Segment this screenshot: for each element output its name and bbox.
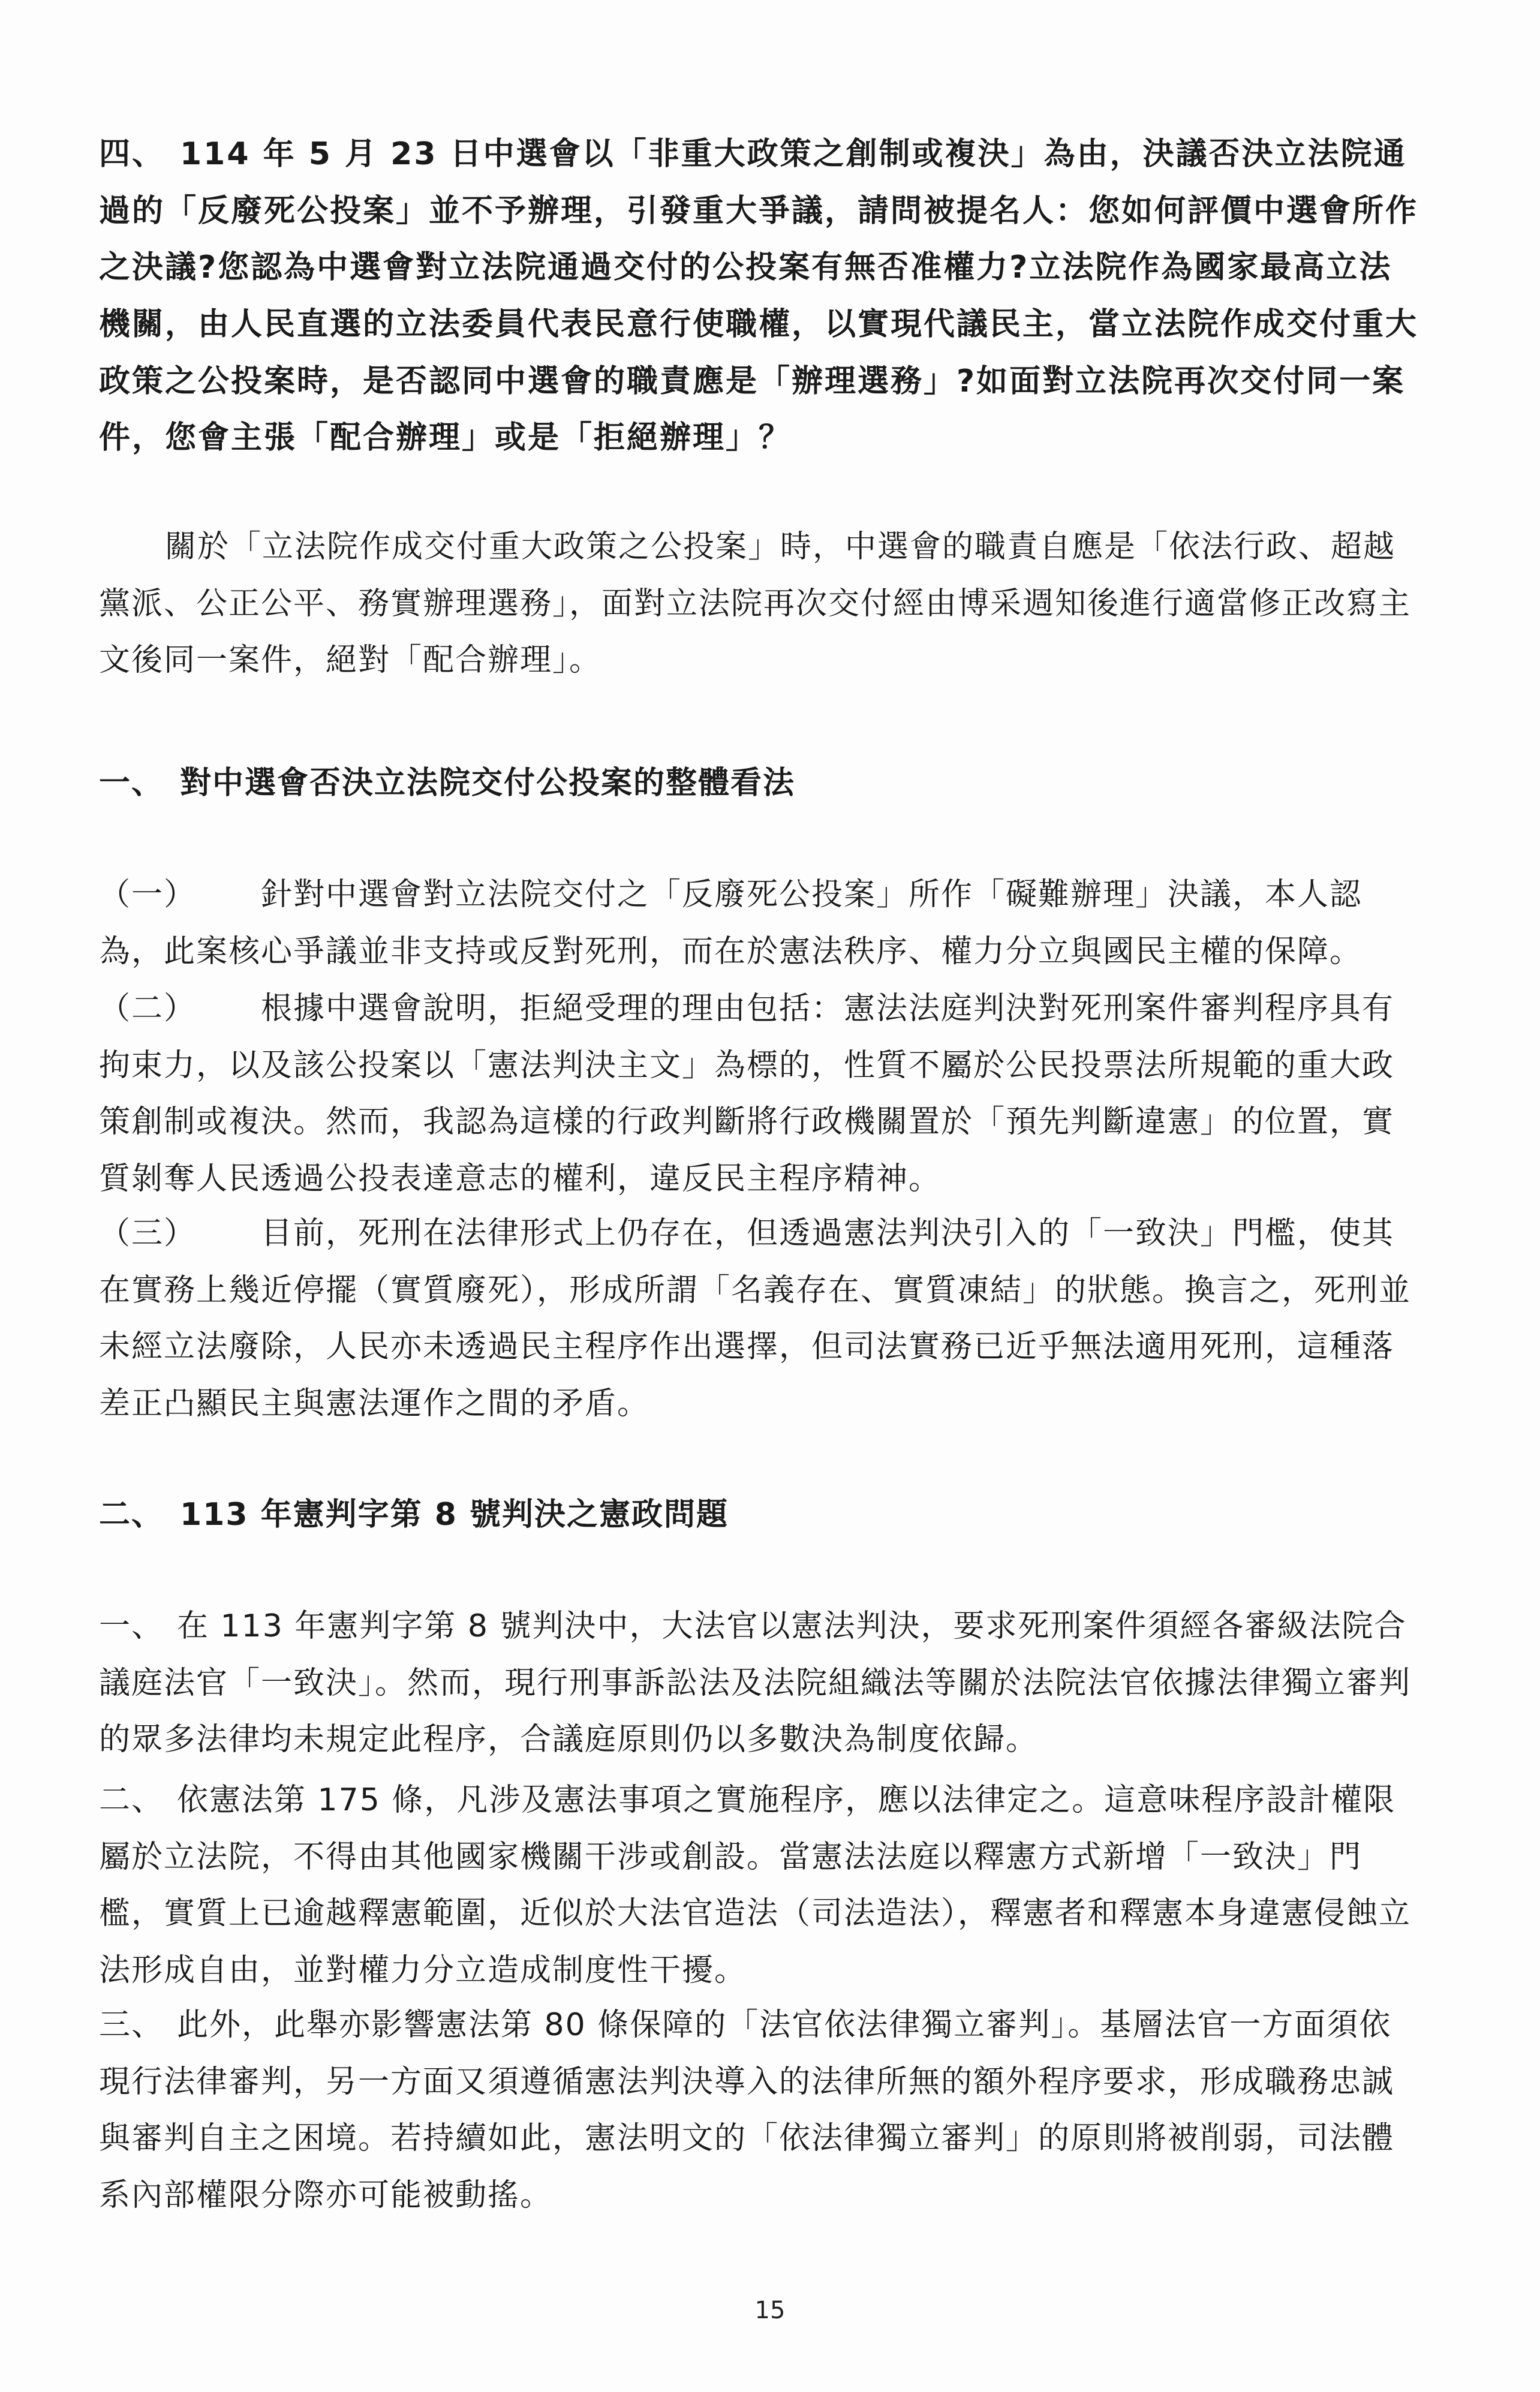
section2-item-3-text: 此外，此舉亦影響憲法第 80 條保障的「法官依法律獨立審判」。基層法官一方面須依現行法律審判，另一方面又須遵循憲法判決導入的法律所無的額外程序要求，形成職務忠誠與審判自主之困境。若持續如此，憲法明文的「依法律獨立審判」的原則將被削弱，司法體系內部權限分際亦可能被動搖。 <box>99 2007 1395 2213</box>
section2-heading-text: 113 年憲判字第 8 號判決之憲政問題 <box>180 1497 729 1533</box>
section2-item-2-label: 二、 <box>99 1782 164 1818</box>
section1-item-3-label: （三） <box>99 1215 197 1251</box>
section2-heading-label: 二、 <box>99 1497 164 1533</box>
section1-item-1-label: （一） <box>99 877 197 913</box>
section2-item-2 <box>99 1772 1418 1999</box>
section1-heading <box>99 759 1418 808</box>
section1-item-1-text: 針對中選會對立法院交付之「反廢死公投案」所作「礙難辦理」決議，本人認為，此案核心爭議並非支持或反對死刑，而在於憲法秩序、權力分立與國民主權的保障。 <box>99 877 1362 970</box>
section2-item-3 <box>99 1997 1418 2224</box>
section2-heading <box>99 1490 1418 1540</box>
section2-item-3-label: 三、 <box>99 2007 164 2043</box>
section1-item-3-text: 目前，死刑在法律形式上仍存在，但透過憲法判決引入的「一致決」門檻，使其在實務上幾近停擺（實質廢死），形成所謂「名義存在、實質凍結」的狀態。換言之，死刑並未經立法廢除，人民亦未透過民主程序作出選擇，但司法實務已近乎無法適用死刑，這種落差正凸顯民主與憲法運作之間的矛盾。 <box>99 1215 1412 1422</box>
question-paragraph <box>99 126 1418 467</box>
section1-item-2-text: 根據中選會說明，拒絕受理的理由包括：憲法法庭判決對死刑案件審判程序具有拘束力，以及該公投案以「憲法判決主文」為標的，性質不屬於公民投票法所規範的重大政策創制或複決。然而，我認為這樣的行政判斷將行政機關置於「預先判斷違憲」的位置，實質剝奪人民透過公投表達意志的權利，違反民主程序精神。 <box>99 991 1395 1197</box>
section1-item-3 <box>99 1205 1418 1433</box>
section1-item-1 <box>99 866 1418 980</box>
page-number: 15 <box>754 2297 786 2324</box>
section1-item-2-label: （二） <box>99 991 197 1027</box>
question-label: 四、 <box>99 136 166 172</box>
section1-heading-text: 對中選會否決立法院交付公投案的整體看法 <box>180 765 796 801</box>
section2-item-1-label: 一、 <box>99 1608 164 1644</box>
section2-item-2-text: 依憲法第 175 條，凡涉及憲法事項之實施程序，應以法律定之。這意味程序設計權限屬於立法院，不得由其他國家機關干涉或創設。當憲法法庭以釋憲方式新增「一致決」門檻，實質上已逾越釋憲範圍，近似於大法官造法（司法造法），釋憲者和釋憲本身違憲侵蝕立法形成自由，並對權力分立造成制度性干擾。 <box>99 1782 1412 1988</box>
section2-item-1-text: 在 113 年憲判字第 8 號判決中，大法官以憲法判決，要求死刑案件須經各審級法院合議庭法官「一致決」。然而，現行刑事訴訟法及法院組織法等關於法院法官依據法律獨立審判的眾多法律均未規定此程序，合議庭原則仍以多數決為制度依歸。 <box>99 1608 1412 1758</box>
section1-item-2 <box>99 980 1418 1208</box>
section1-heading-label: 一、 <box>99 765 164 801</box>
question-text: 114 年 5 月 23 日中選會以「非重大政策之創制或複決」為由，決議否決立法院通過的「反廢死公投案」並不予辦理，引發重大爭議，請問被提名人：您如何評價中選會所作之決議?您認為中選會對立法院通過交付的公投案有無否准權力?立法院作為國家最高立法機關，由人民直選的立法委員代表民意行使職權，以實現代議民主，當立法院作成交付重大政策之公投案時，是否認同中選會的職責應是「辦理選務」?如面對立法院再次交付同一案件，您會主張「配合辦理」或是「拒絕辦理」？ <box>99 136 1419 456</box>
answer-paragraph: 關於「立法院作成交付重大政策之公投案」時，中選會的職責自應是「依法行政、超越黨派、公正公平、務實辦理選務」，面對立法院再次交付經由博采週知後進行適當修正改寫主文後同一案件，絕對「配合辦理」。 <box>99 529 1412 679</box>
section2-item-1 <box>99 1598 1418 1768</box>
